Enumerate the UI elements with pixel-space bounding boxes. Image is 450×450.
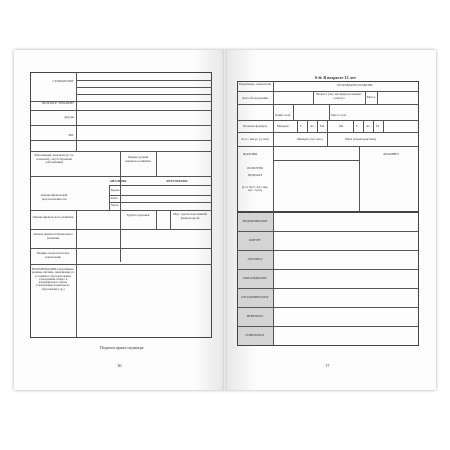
neuro-label: Оценка нервно-психического развития	[33, 232, 73, 240]
sex-formula-label: Половая формула	[243, 124, 267, 128]
right-page	[225, 50, 436, 390]
row-label-ecg: ЭКГ	[67, 133, 74, 137]
analysis-row-stool: Кала	[111, 196, 118, 200]
row-label-pediatrician: ПЕДИАТР/ ТЕРАПЕВТ	[42, 101, 74, 105]
signature-label: Подпись врача-педиатра	[100, 345, 144, 350]
specialist-ophthalmologist: ОФТАЛЬМОЛОГ	[242, 276, 268, 280]
length-label: Длина тела	[275, 113, 291, 117]
row-label-others: Другие	[64, 115, 74, 119]
weight-label: Масса	[366, 95, 376, 99]
diseases-label: Заболевания/ диагнозы (в т.ч. основной, сопутствующие заболевания)	[34, 153, 74, 165]
physical-dev-label: Оценка физического развития	[32, 215, 74, 219]
analysis-row-blood: Кровь	[111, 188, 120, 192]
row-label-stomatolog: СТОМАТОЛОГ	[52, 79, 74, 83]
age-label: Возраст (лет, месяцев) на момент осмотра	[316, 92, 362, 100]
bp-cell-menarche: Менархе (лет, мес.)	[297, 137, 324, 141]
left-page-number: 16	[117, 363, 122, 368]
bp-label: К ос./ мм.рт. (д. шп)	[241, 137, 269, 141]
sex-cell-p1: P	[300, 124, 302, 128]
exam-label: ОСМОТРЫ	[246, 166, 264, 170]
specialist-gynecologist: ГИНЕКОЛОГ	[245, 333, 265, 337]
sex-cell-ma: Ma	[320, 124, 325, 128]
analyses-header: АНАЛИЗЫ	[109, 179, 127, 183]
right-page-header: 6-й: В возрасте 12 лет	[315, 75, 356, 80]
sex-cell-p2: P	[356, 124, 358, 128]
sex-cell-ax2: Ax	[366, 124, 370, 128]
recommendations-label: РЕКОМЕНДАЦИИ (оперативные, режимы, питание, закаливания, по условиям и образовательным учреждениям общего и коррекционного типов, учреждениям специального образования и др.)	[31, 267, 75, 291]
sex-cell-menarche: Менархе	[277, 124, 289, 128]
results-label: РЕЗУЛЬТАТЫ ОСМОТРА	[337, 83, 373, 87]
specialist-surgeon: ХИРУРГ	[248, 238, 262, 242]
right-page-number: 17	[325, 363, 330, 368]
bp-cell-mens: Mens (характеристика)	[345, 137, 377, 141]
anamnesis-label: АНАМНЕЗ	[383, 152, 399, 156]
left-page	[14, 50, 225, 390]
sex-cell-ax1: Ax	[310, 124, 314, 128]
specialist-endocrinologist: ЭНДОКРИНОЛОГ	[242, 219, 268, 223]
results-header: РЕЗУЛЬТАТЫ	[166, 179, 188, 183]
pediatrician-sub: (в т.ч. ЧСС/ АД / мин, АД - 3 раза)	[241, 186, 269, 193]
left-form-frame	[30, 72, 212, 338]
level-label: Оценка уровня нервного развития	[125, 155, 151, 163]
head-label: Масса тела	[331, 113, 347, 117]
conclusion-label: Медико-педагогическое заключение	[36, 251, 70, 259]
physical-label: Оценка физической подготовленности	[40, 193, 68, 201]
analysis-row-urine: Моча	[111, 203, 119, 207]
book-spine	[223, 50, 227, 390]
pe-group-label: Мед. группа для занятий физкультурой	[173, 212, 207, 220]
date-label: Дата обследования	[242, 96, 268, 100]
open-booklet	[14, 50, 436, 390]
health-group-label: Группа здоровья	[126, 213, 150, 217]
pediatrician-label: ПЕДИАТР	[247, 173, 263, 177]
sex-cell-me: Ме	[339, 124, 344, 128]
complaints-label: ЖАЛОБЫ	[243, 152, 258, 156]
specialist-otolaryngologist: ОТОЛАРИНГОЛОГ	[241, 295, 269, 299]
specialist-orthopedist: ОРТОПЕД	[247, 257, 263, 261]
specialist-neurologist: НЕВРОЛОГ	[246, 314, 264, 318]
params-label: Параметры, показатели	[239, 82, 271, 86]
sex-cell-fa: Fa	[376, 124, 380, 128]
